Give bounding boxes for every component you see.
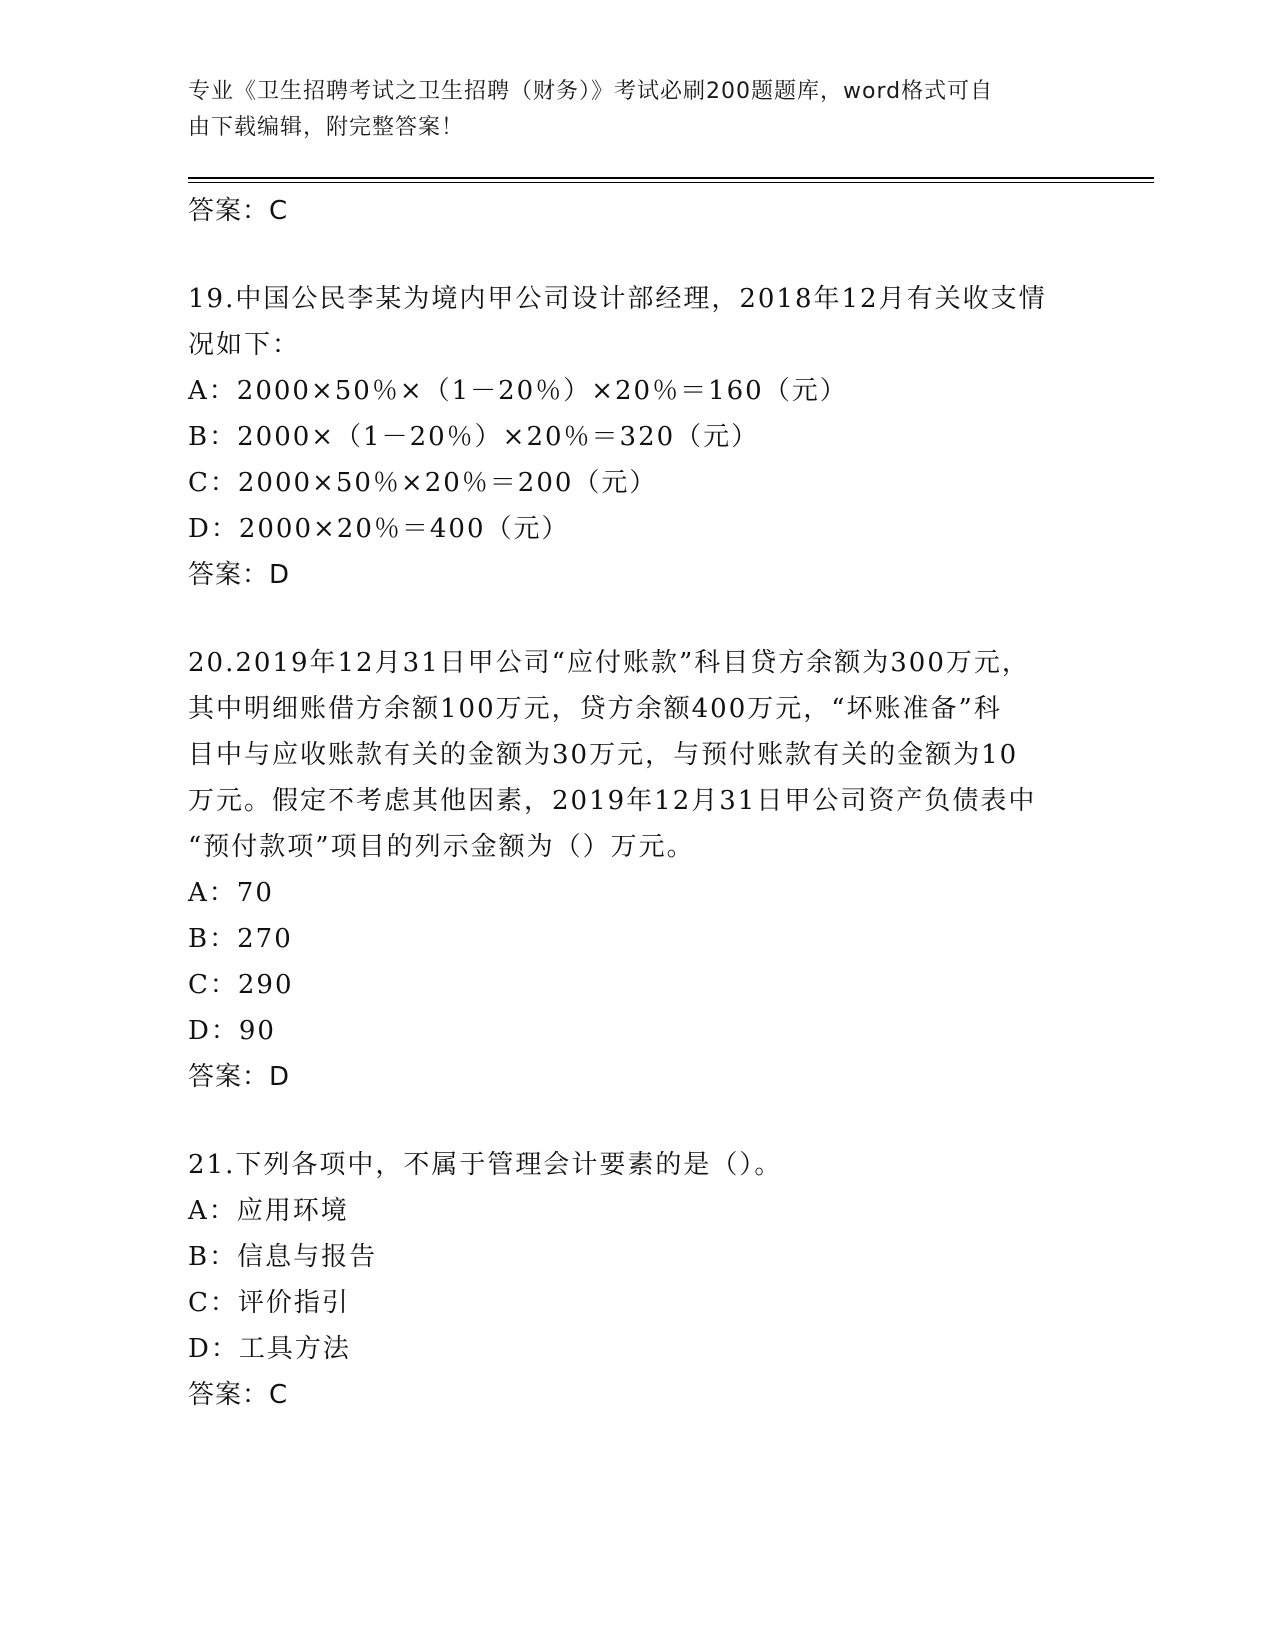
question-20-option-b: B：270 [188, 924, 293, 954]
question-19-option-b: B：2000×（1－20％）×20％＝320（元） [188, 422, 760, 452]
question-21-option-b: B：信息与报告 [188, 1242, 378, 1272]
question-21-option-a: A：应用环境 [188, 1196, 349, 1226]
question-19-option-a: A：2000×50％×（1－20％）×20％＝160（元） [188, 376, 848, 406]
question-20-option-a: A：70 [188, 878, 274, 908]
question-21-option-c: C：评价指引 [188, 1288, 350, 1318]
header-line-2: 由下载编辑，附完整答案！ [188, 115, 465, 140]
question-21-option-d: D：工具方法 [188, 1334, 351, 1364]
question-20-option-d: D：90 [188, 1016, 276, 1046]
question-19-option-c: C：2000×50％×20％＝200（元） [188, 468, 658, 498]
question-20 [188, 640, 1088, 1100]
question-20-option-c: C：290 [188, 970, 294, 1000]
header-rule-thin [188, 182, 1154, 183]
page-header [188, 74, 1068, 146]
question-content [188, 188, 1088, 1418]
question-20-text-1: 20.2019年12月31日甲公司“应付账款”科目贷方余额为300万元， [188, 648, 1030, 678]
question-20-text-2: 其中明细账借方余额100万元，贷方余额400万元，“坏账准备”科 [188, 694, 1002, 724]
question-19-answer: 答案：D [188, 560, 291, 590]
question-19-text-2: 况如下： [188, 330, 301, 360]
question-20-answer: 答案：D [188, 1062, 291, 1092]
question-20-text-4: 万元。假定不考虑其他因素，2019年12月31日甲公司资产负债表中 [188, 786, 1037, 816]
question-20-text-3: 目中与应收账款有关的金额为30万元，与预付账款有关的金额为10 [188, 740, 1019, 770]
question-19-option-d: D：2000×20％＝400（元） [188, 514, 570, 544]
question-21 [188, 1142, 1088, 1418]
question-21-text-1: 21.下列各项中，不属于管理会计要素的是（）。 [188, 1150, 783, 1180]
answer-previous: 答案：C [188, 196, 289, 226]
question-21-answer: 答案：C [188, 1380, 289, 1410]
question-19-text-1: 19.中国公民李某为境内甲公司设计部经理，2018年12月有关收支情 [188, 284, 1047, 314]
question-19 [188, 276, 1088, 598]
question-20-text-5: “预付款项”项目的列示金额为（）万元。 [188, 832, 695, 862]
header-rule-thick [188, 177, 1154, 179]
header-line-1: 专业《卫生招聘考试之卫生招聘（财务）》考试必刷200题题库，word格式可自 [188, 79, 994, 104]
